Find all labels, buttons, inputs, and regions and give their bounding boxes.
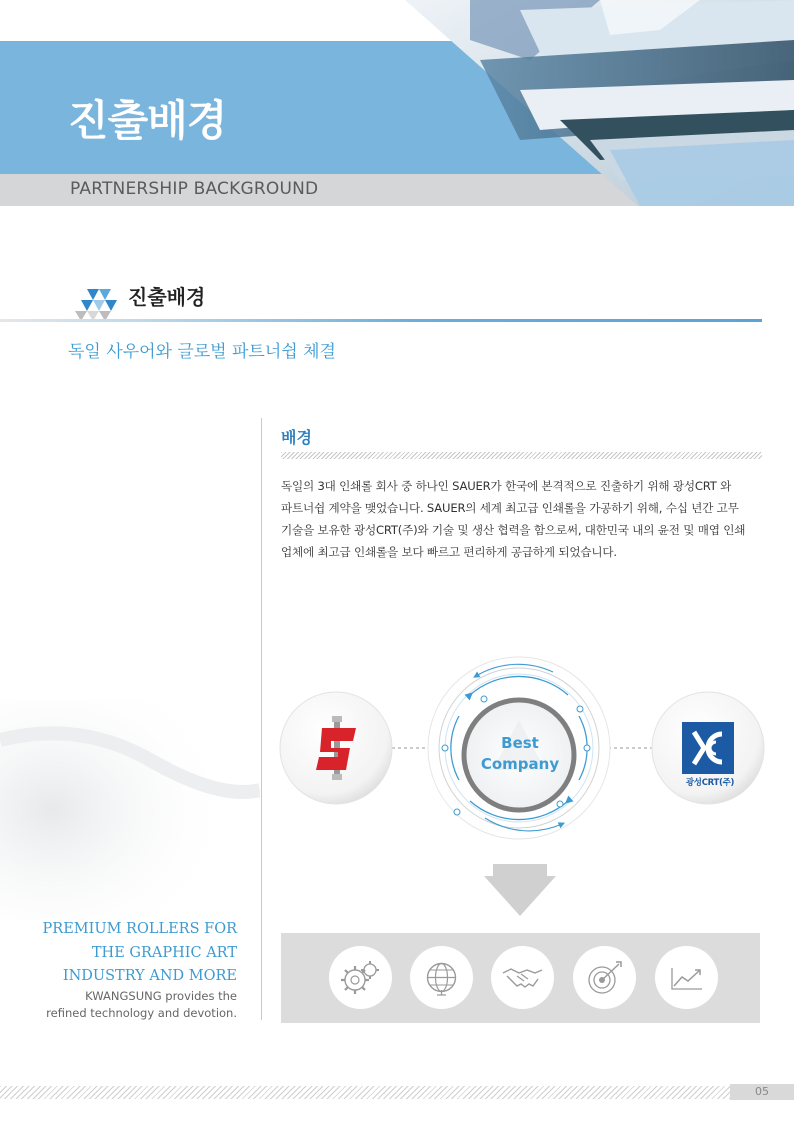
tagline-line: THE GRAPHIC ART — [91, 944, 237, 961]
page-number: 05 — [755, 1085, 769, 1098]
tagline — [43, 918, 237, 989]
center-label-line: Company — [480, 755, 560, 773]
globe-icon — [410, 946, 473, 1009]
tagline-sub-line: refined technology and devotion. — [46, 1006, 237, 1020]
tagline-line: PREMIUM ROLLERS FOR — [42, 921, 237, 937]
paragraph-line: 업체에 최고급 인쇄롤을 보다 빠르고 편리하게 공급하게 되었습니다. — [281, 545, 617, 559]
page-title: 진출배경 — [68, 96, 227, 145]
handshake-icon — [491, 946, 554, 1009]
background-paragraph — [281, 475, 762, 563]
gears-icon — [329, 946, 392, 1009]
background-title: 배경 — [281, 428, 312, 447]
tagline-line: INDUSTRY AND MORE — [62, 968, 237, 984]
paragraph-line: 파트너쉽 계약을 맺었습니다. SAUER의 세계 최고급 인쇄롤을 가공하기 위해, 수십 년간 고무 — [281, 501, 739, 515]
center-label-line: Best — [501, 734, 539, 752]
down-arrow-icon — [484, 864, 556, 916]
footer-hatch — [0, 1086, 730, 1099]
target-icon — [573, 946, 636, 1009]
triangle-logo-icon — [68, 287, 126, 321]
tagline-sub-line: KWANGSUNG provides the — [85, 989, 237, 1003]
paragraph-line: 기술을 보유한 광성CRT(주)와 기술 및 생산 협력을 함으로써, 대한민국 내의 윤전 및 매엽 인쇄 — [281, 523, 746, 537]
partnership-diagram — [260, 650, 794, 930]
growth-chart-icon — [655, 946, 718, 1009]
section-subtitle: 독일 사우어와 글로벌 파트너쉽 체결 — [68, 342, 336, 362]
tagline-description — [46, 988, 237, 1022]
hatched-divider — [281, 452, 762, 459]
crt-logo-label: 광성CRT(주) — [685, 778, 735, 788]
section-title: 진출배경 — [128, 285, 206, 309]
page-subtitle: PARTNERSHIP BACKGROUND — [70, 179, 319, 199]
section-divider — [0, 319, 762, 322]
paragraph-line: 독일의 3대 인쇄롤 회사 중 하나인 SAUER가 한국에 본격적으로 진출하기 위해 광성CRT 와 — [281, 479, 732, 493]
background-decoration — [0, 700, 260, 920]
crt-logo-icon — [682, 722, 734, 774]
best-company-label — [457, 733, 583, 775]
